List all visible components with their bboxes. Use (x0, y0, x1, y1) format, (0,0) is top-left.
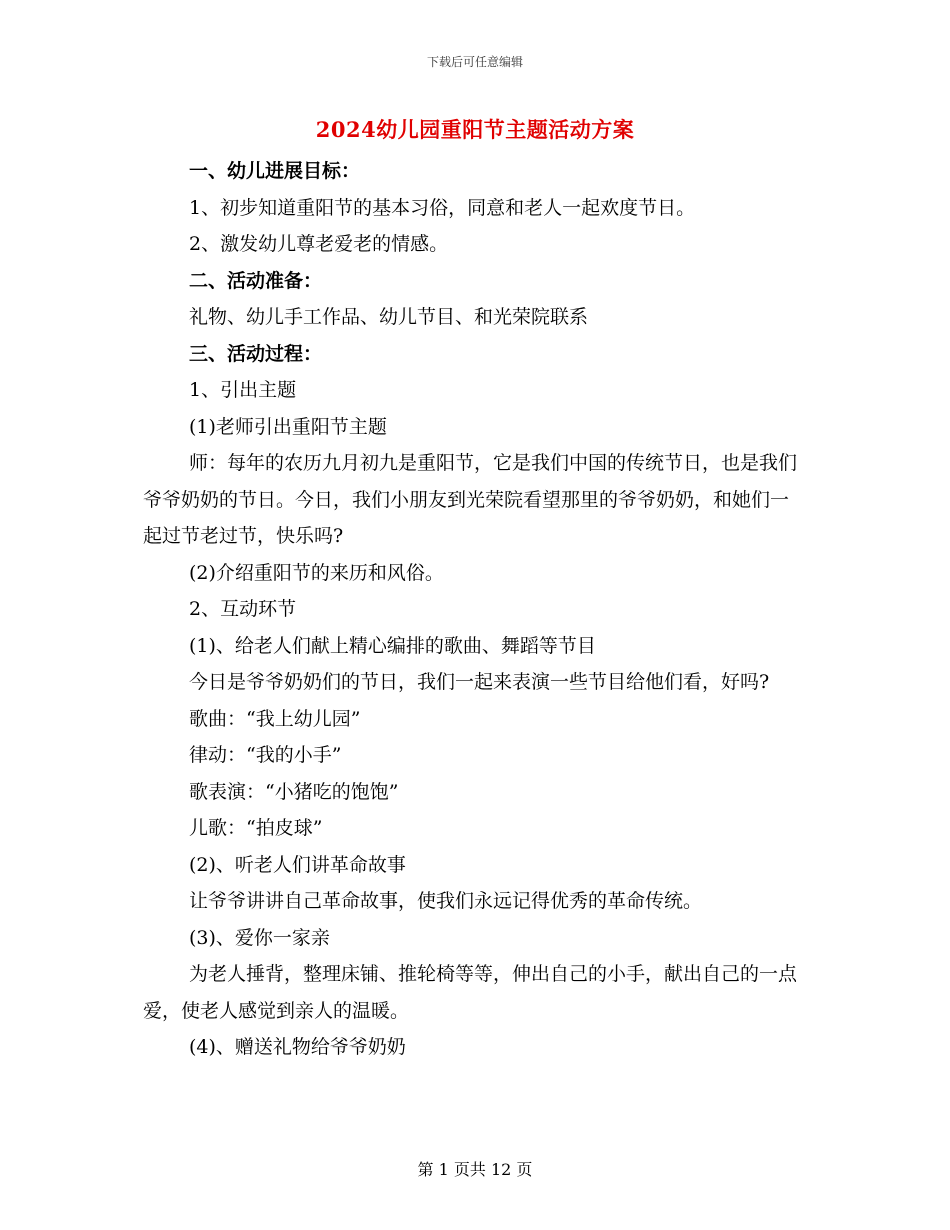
paragraph-line: 今日是爷爷奶奶们的节日，我们一起来表演一些节目给他们看，好吗? (189, 671, 770, 693)
paragraph-line: (2)介绍重阳节的来历和风俗。 (189, 561, 444, 584)
paragraph-line: 让爷爷讲讲自己革命故事，使我们永远记得优秀的革命传统。 (189, 890, 703, 912)
paragraph-line: (4)、赠送礼物给爷爷奶奶 (189, 1036, 406, 1058)
document-body (143, 153, 803, 1066)
paragraph-line: 1、引出主题 (189, 379, 297, 401)
paragraph-line: 歌曲：“我上幼儿园” (189, 707, 361, 730)
paragraph-line: 为老人捶背，整理床铺、推轮椅等等，伸出自己的小手，献出自己的一点爱，使老人感觉到亲人的温暖。 (143, 963, 798, 1022)
document-title: 2024幼儿园重阳节主题活动方案 (315, 117, 635, 142)
paragraph-line: (1)老师引出重阳节主题 (189, 415, 387, 438)
section-heading: 一、幼儿进展目标： (189, 160, 361, 182)
page-footer: 第 1 页共 12 页 (417, 1160, 533, 1179)
paragraph-line: 2、激发幼儿尊老爱老的情感。 (189, 233, 449, 255)
paragraph-line: (2)、听老人们讲革命故事 (189, 853, 406, 876)
paragraph-line: 师：每年的农历九月初九是重阳节，它是我们中国的传统节日，也是我们爷爷奶奶的节日。今日，我们小朋友到光荣院看望那里的爷爷奶奶，和她们一起过节老过节，快乐吗? (143, 452, 798, 547)
paragraph-line: 儿歌：“拍皮球” (189, 817, 323, 839)
paragraph-line: (1)、给老人们献上精心编排的歌曲、舞蹈等节目 (189, 634, 596, 657)
paragraph-line: 1、初步知道重阳节的基本习俗，同意和老人一起欢度节日。 (189, 196, 696, 219)
paragraph-line: 歌表演：“小猪吃的饱饱” (189, 780, 399, 803)
section-heading: 三、活动过程： (189, 342, 323, 365)
paragraph-line: 2、互动环节 (189, 598, 297, 620)
section-heading: 二、活动准备： (189, 269, 323, 292)
paragraph-line: (3)、爱你一家亲 (189, 926, 330, 949)
paragraph-line: 礼物、幼儿手工作品、幼儿节目、和光荣院联系 (189, 306, 589, 328)
paragraph-line: 律动：“我的小手” (189, 744, 342, 766)
page-header: 下载后可任意编辑 (426, 55, 523, 69)
